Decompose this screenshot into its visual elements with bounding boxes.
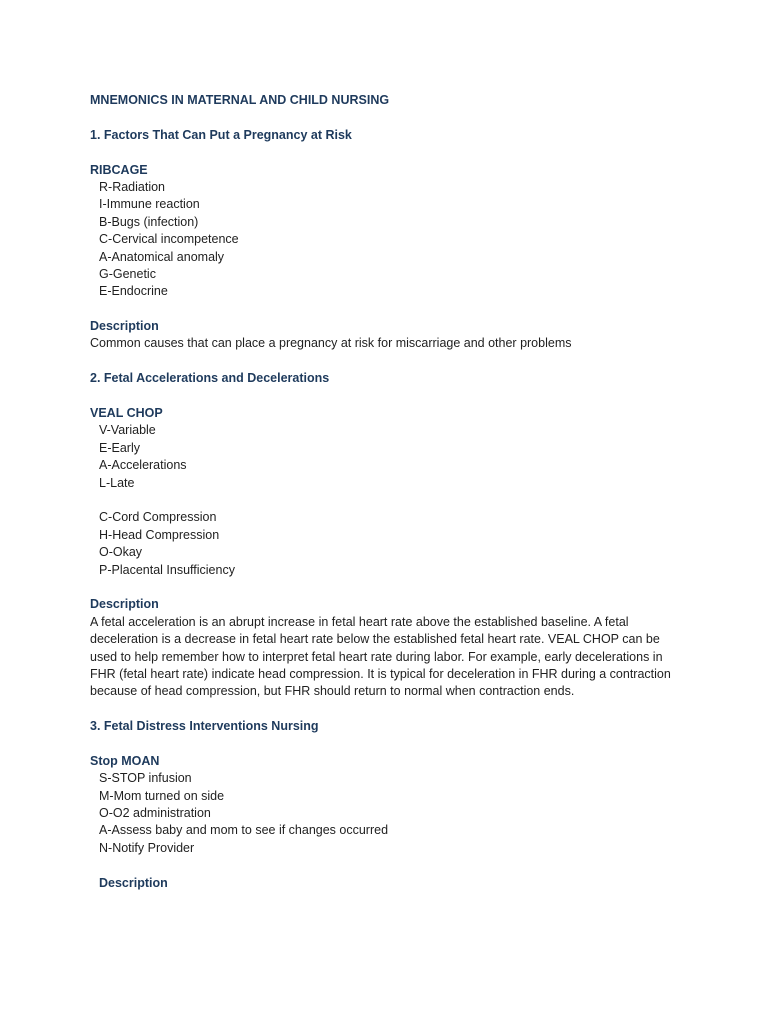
section-1-heading: 1. Factors That Can Put a Pregnancy at Risk bbox=[90, 127, 352, 142]
mnemonic-item: N-Notify Provider bbox=[99, 840, 195, 855]
mnemonic-item: R-Radiation bbox=[99, 179, 166, 194]
section-2-description-label: Description bbox=[90, 597, 159, 612]
mnemonic-item: I-Immune reaction bbox=[99, 197, 200, 212]
document-title: MNEMONICS IN MATERNAL AND CHILD NURSING bbox=[90, 93, 390, 107]
section-1-description: Common causes that can place a pregnancy at risk for miscarriage and other problems bbox=[90, 336, 572, 351]
spacer bbox=[90, 388, 690, 405]
mnemonic-item: G-Genetic bbox=[99, 266, 156, 281]
spacer bbox=[90, 701, 690, 718]
section-2-description-line: A fetal acceleration is an abrupt increase in fetal heart rate above the established baseline. A fetal bbox=[90, 614, 629, 629]
document-page bbox=[90, 92, 690, 892]
spacer bbox=[90, 144, 690, 161]
spacer bbox=[90, 301, 690, 318]
spacer bbox=[90, 353, 690, 370]
mnemonic-item: S-STOP infusion bbox=[99, 771, 192, 786]
spacer bbox=[90, 109, 690, 126]
section-2-description-line: because of head compression, but FHR should return to normal when contraction ends. bbox=[90, 684, 575, 699]
mnemonic-item: V-Variable bbox=[99, 423, 156, 438]
spacer bbox=[90, 579, 690, 596]
mnemonic-item: C-Cervical incompetence bbox=[99, 232, 239, 247]
mnemonic-item: E-Early bbox=[99, 440, 140, 455]
mnemonic-item: O-Okay bbox=[99, 545, 143, 560]
mnemonic-item: B-Bugs (infection) bbox=[99, 214, 199, 229]
section-2-description-line: deceleration is a decrease in fetal heart rate below the established fetal heart rate. VEAL CHOP can be bbox=[90, 632, 660, 647]
mnemonic-item: O-O2 administration bbox=[99, 806, 211, 821]
section-1-description-label: Description bbox=[90, 319, 159, 334]
mnemonic-item: A-Accelerations bbox=[99, 458, 187, 473]
mnemonic-item: M-Mom turned on side bbox=[99, 788, 225, 803]
mnemonic-item: A-Assess baby and mom to see if changes occurred bbox=[99, 823, 389, 838]
mnemonic-item: L-Late bbox=[99, 475, 135, 490]
spacer bbox=[90, 492, 690, 509]
mnemonic-item: A-Anatomical anomaly bbox=[99, 249, 225, 264]
mnemonic-item: C-Cord Compression bbox=[99, 510, 217, 525]
section-3-description-label: Description bbox=[99, 875, 168, 890]
section-2-mnemonic: VEAL CHOP bbox=[90, 406, 163, 421]
section-1-mnemonic: RIBCAGE bbox=[90, 162, 148, 177]
mnemonic-item: H-Head Compression bbox=[99, 527, 220, 542]
mnemonic-item: P-Placental Insufficiency bbox=[99, 562, 235, 577]
section-2-description-line: FHR (fetal heart rate) indicate head compression. It is typical for deceleration in FHR during a contraction bbox=[90, 666, 671, 681]
section-3-mnemonic: Stop MOAN bbox=[90, 753, 160, 768]
spacer bbox=[90, 735, 690, 752]
section-3-heading: 3. Fetal Distress Interventions Nursing bbox=[90, 719, 319, 734]
section-2-description-line: used to help remember how to interpret fetal heart rate during labor. For example, early decelerations in bbox=[90, 649, 663, 664]
spacer bbox=[90, 857, 690, 874]
section-2-heading: 2. Fetal Accelerations and Decelerations bbox=[90, 371, 330, 386]
mnemonic-item: E-Endocrine bbox=[99, 284, 168, 299]
